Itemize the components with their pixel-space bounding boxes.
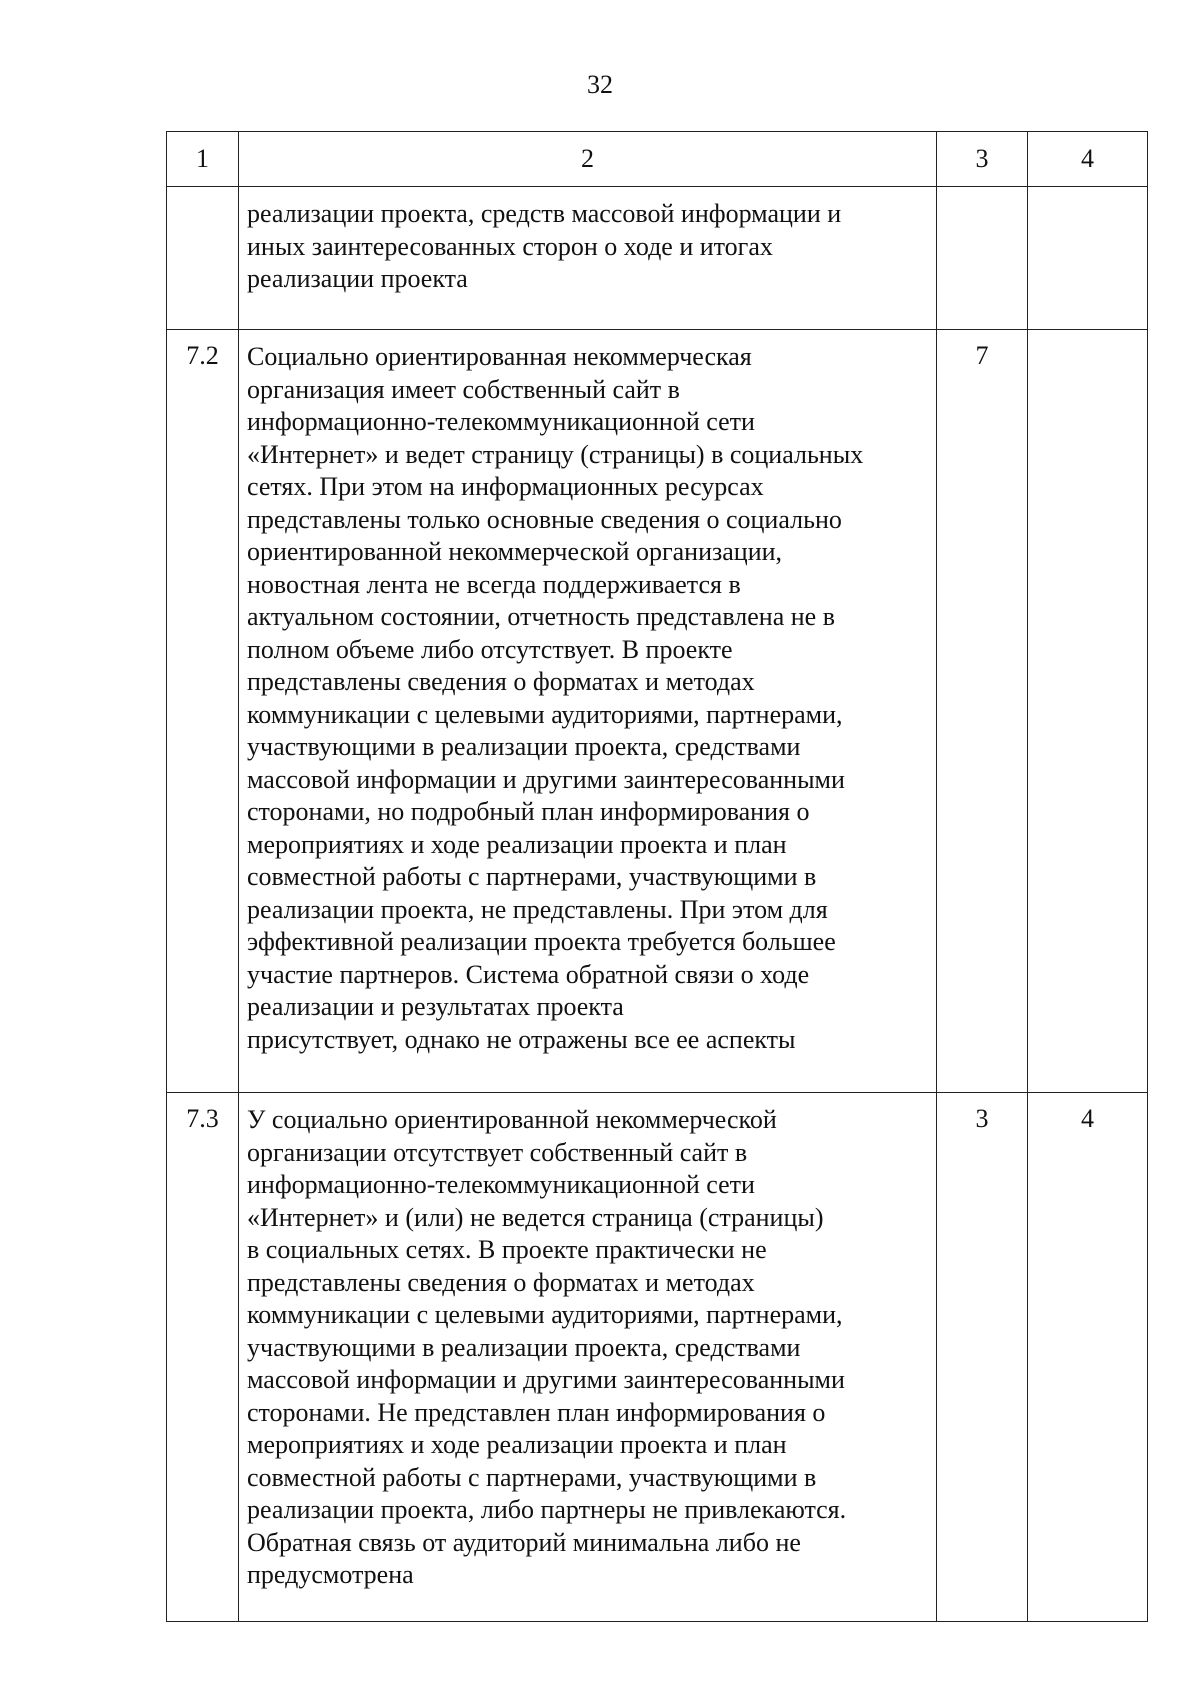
text-line: организации отсутствует собственный сайт в — [247, 1137, 748, 1167]
text-line: массовой информации и другими заинтересованными — [247, 1365, 845, 1394]
row-text-cell — [239, 330, 937, 1093]
table-row — [167, 187, 1148, 330]
header-cell-2: 2 — [239, 132, 937, 187]
text-line: информационно-телекоммуникационной сети — [247, 407, 755, 436]
text-line: мероприятиях и ходе реализации проекта и план — [247, 829, 787, 859]
text-line: участвующими в реализации проекта, средствами — [247, 732, 801, 761]
header-cell-1: 1 — [167, 132, 239, 187]
text-line: совместной работы с партнерами, участвующими в — [247, 862, 817, 891]
text-line: Социально ориентированная некоммерческая — [247, 342, 752, 371]
text-line: полном объеме либо отсутствует. В проекте — [247, 634, 733, 664]
header-cell-3: 3 — [937, 132, 1028, 187]
row-col4-cell — [1028, 187, 1148, 330]
text-line: Обратная связь от аудиторий минимальна либо не — [247, 1527, 801, 1557]
text-line: представлены только основные сведения о социально — [247, 504, 842, 534]
row-number-cell: 7.3 — [167, 1093, 239, 1622]
row-col3-cell: 7 — [937, 330, 1028, 1093]
text-line: коммуникации с целевыми аудиториями, партнерами, — [247, 699, 843, 729]
criteria-table — [166, 131, 1148, 1622]
text-line: «Интернет» и (или) не ведется страница (страницы) — [247, 1202, 824, 1232]
text-line: массовой информации и другими заинтересованными — [247, 764, 845, 794]
page-number: 32 — [587, 70, 613, 99]
text-line: реализации проекта, либо партнеры не привлекаются. — [247, 1495, 847, 1524]
text-line: новостная лента не всегда поддерживается в — [247, 569, 741, 599]
row-number-cell: 7.2 — [167, 330, 239, 1093]
text-line: присутствует, однако не отражены все ее аспекты — [247, 1024, 796, 1054]
text-line: ориентированной некоммерческой организации, — [247, 537, 783, 566]
table-header-row — [167, 132, 1148, 187]
row-col4-cell: 4 — [1028, 1093, 1148, 1622]
row-col4-cell — [1028, 330, 1148, 1093]
table-row — [167, 330, 1148, 1093]
text-line: реализации проекта — [247, 264, 468, 293]
table-row — [167, 1093, 1148, 1622]
row-text-cell — [239, 1093, 937, 1622]
text-line: предусмотрена — [247, 1560, 414, 1589]
row-col3-cell: 3 — [937, 1093, 1028, 1622]
row-text-cell — [239, 187, 937, 330]
text-line: участие партнеров. Система обратной связи о ходе — [247, 959, 810, 989]
text-line: реализации проекта, средств массовой информации и — [247, 199, 842, 228]
text-line: актуальном состоянии, отчетность представлена не в — [247, 602, 835, 631]
text-line: информационно-телекоммуникационной сети — [247, 1170, 755, 1199]
text-line: представлены сведения о форматах и методах — [247, 1267, 755, 1297]
text-line: сетях. При этом на информационных ресурсах — [247, 472, 764, 501]
text-line: иных заинтересованных сторон о ходе и итогах — [247, 231, 773, 261]
table-body — [167, 132, 1148, 1622]
text-line: реализации проекта, не представлены. При этом для — [247, 894, 828, 924]
text-line: реализации и результатах проекта — [247, 992, 624, 1021]
text-line: организация имеет собственный сайт в — [247, 374, 680, 404]
text-line: представлены сведения о форматах и методах — [247, 667, 755, 696]
text-line: в социальных сетях. В проекте практически не — [247, 1235, 767, 1264]
text-line: У социально ориентированной некоммерческой — [247, 1105, 777, 1134]
text-line: коммуникации с целевыми аудиториями, партнерами, — [247, 1300, 843, 1329]
text-line: «Интернет» и ведет страницу (страницы) в социальных — [247, 439, 864, 469]
header-cell-4: 4 — [1028, 132, 1148, 187]
row-number-cell — [167, 187, 239, 330]
text-line: сторонами, но подробный план информирования о — [247, 797, 810, 826]
text-line: участвующими в реализации проекта, средствами — [247, 1332, 801, 1362]
row-col3-cell — [937, 187, 1028, 330]
text-line: совместной работы с партнерами, участвующими в — [247, 1462, 817, 1492]
text-line: эффективной реализации проекта требуется большее — [247, 927, 836, 956]
text-line: мероприятиях и ходе реализации проекта и план — [247, 1430, 787, 1459]
text-line: сторонами. Не представлен план информирования о — [247, 1397, 826, 1427]
